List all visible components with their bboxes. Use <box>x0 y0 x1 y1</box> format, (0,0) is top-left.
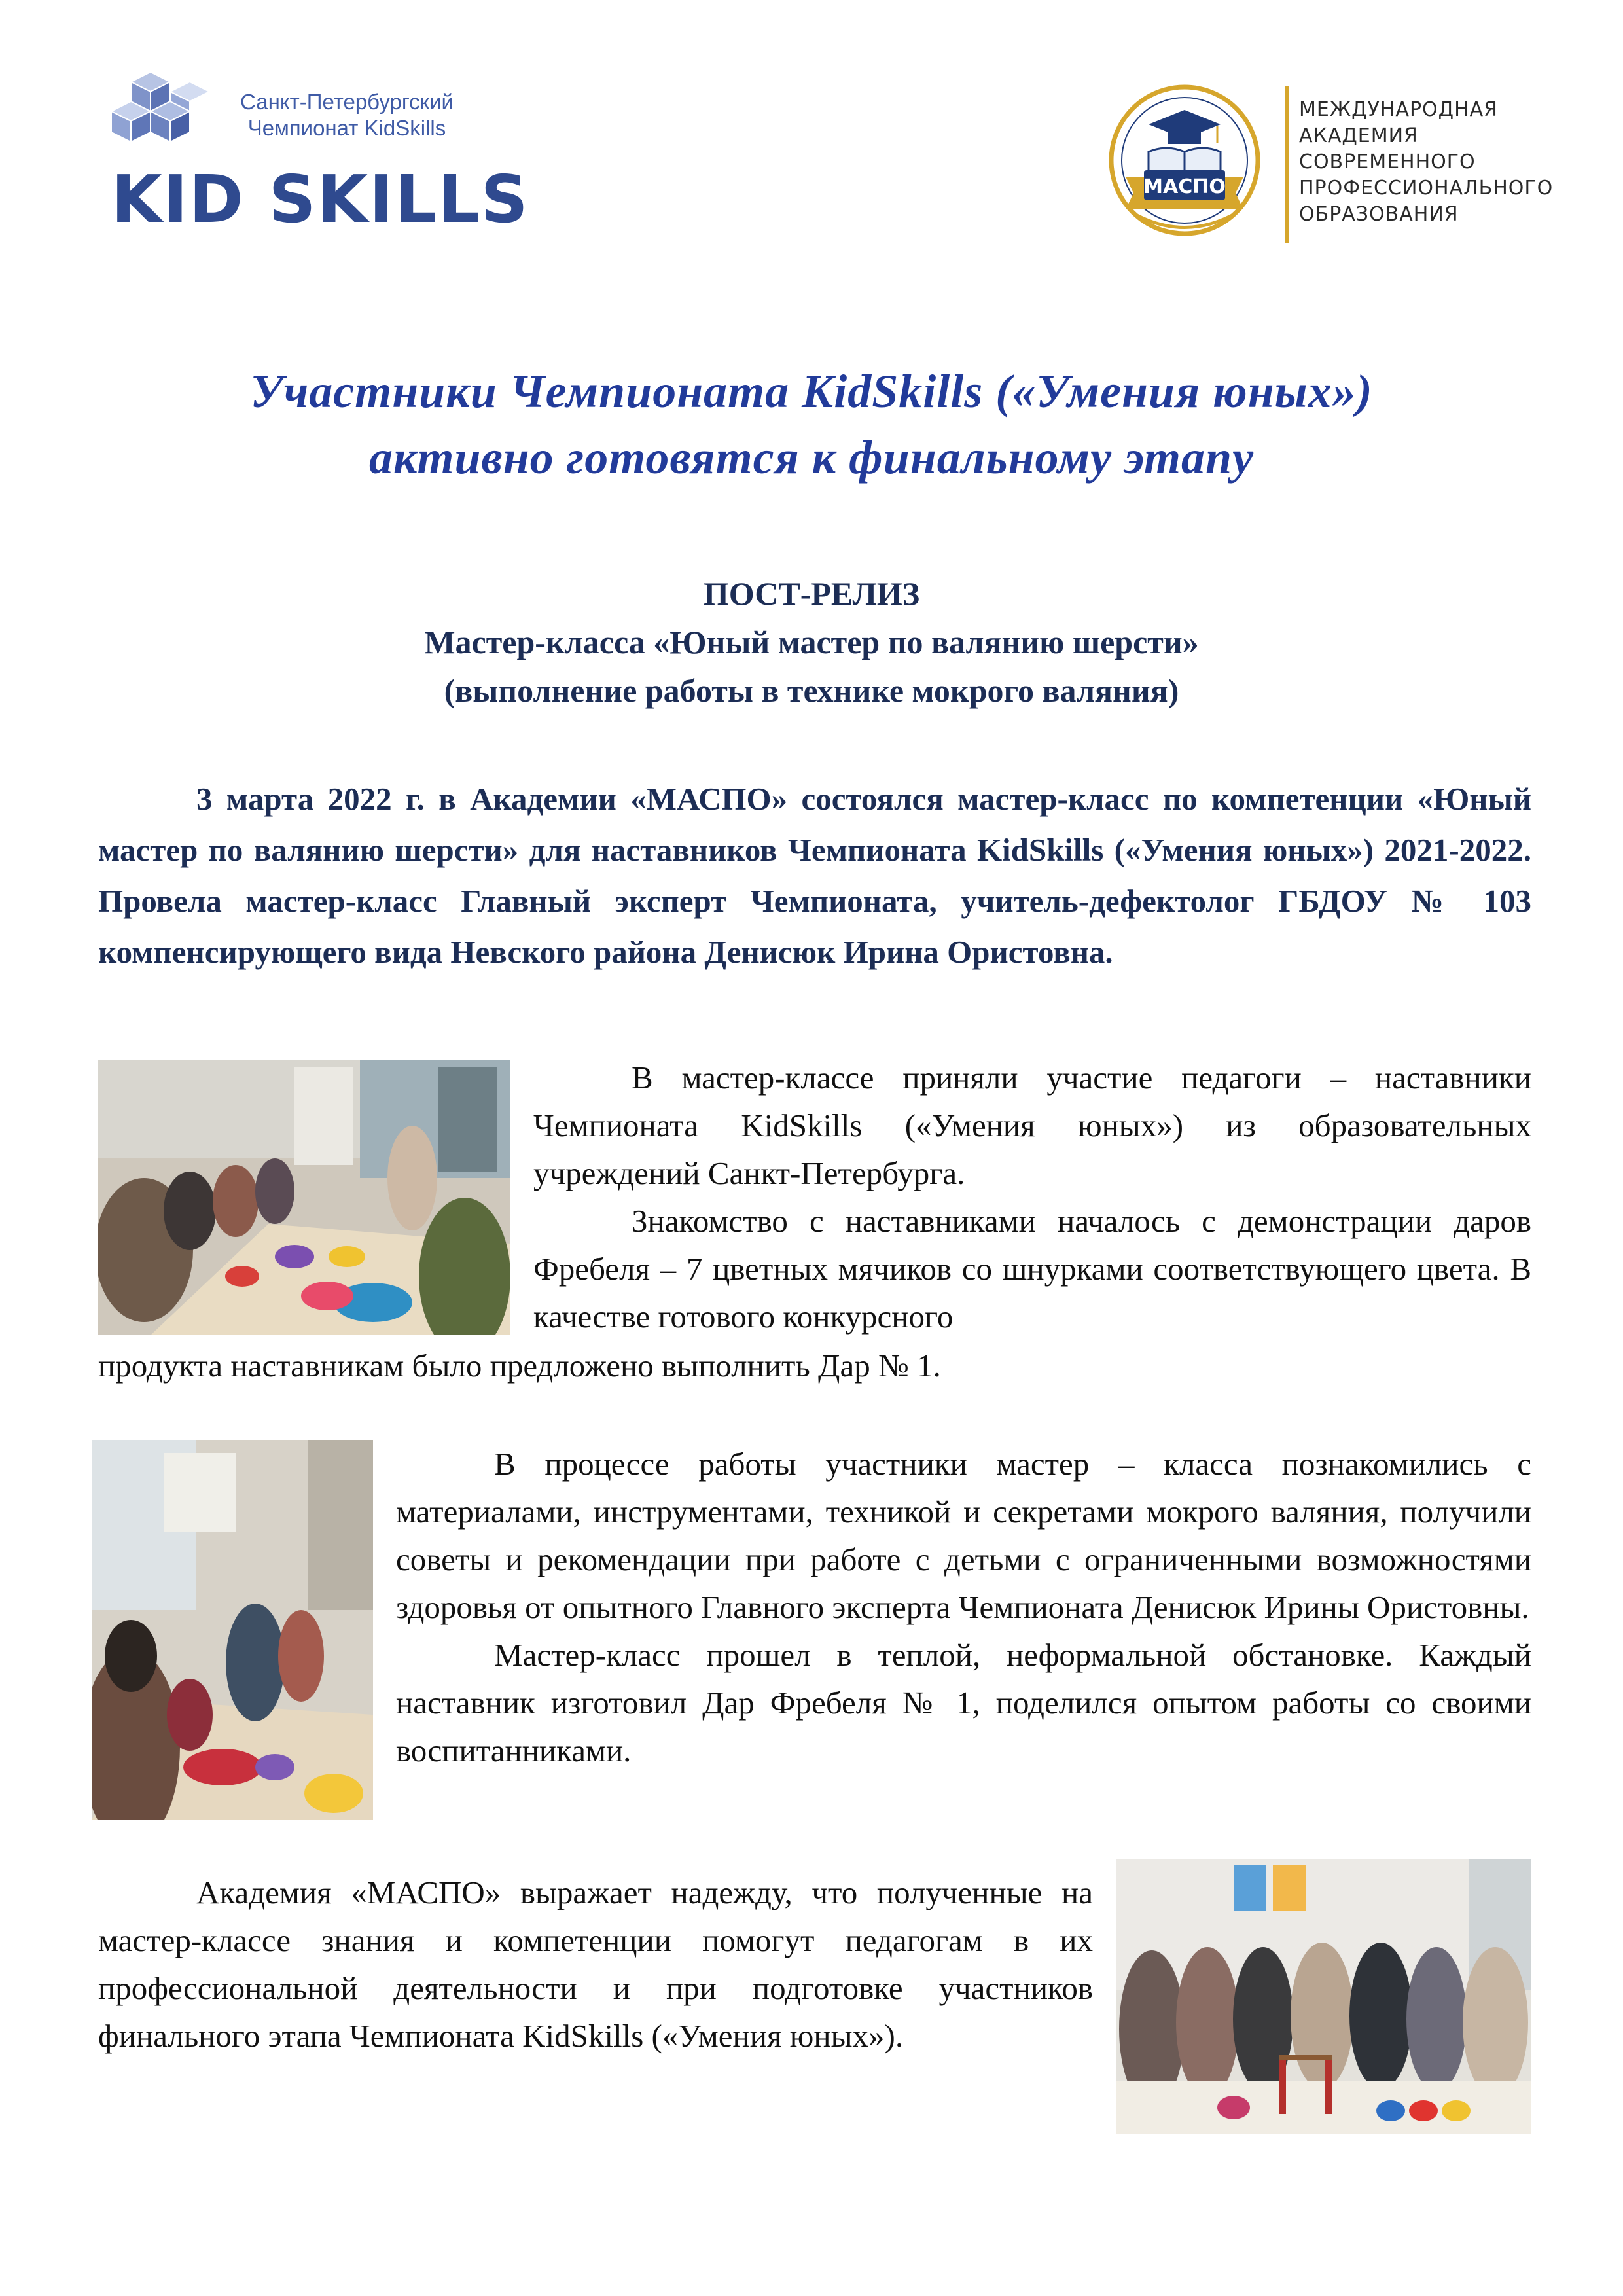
section3-text <box>98 1869 1093 2060</box>
maspo-logo <box>1086 79 1554 249</box>
release-subtitle: Мастер-класса «Юный мастер по валянию шерсти» <box>424 624 1199 660</box>
section2-paragraph: В процессе работы участники мастер – класса познакомились с материалами, инструментами, техникой и секретами мокрого валяния, получили советы и рекомендации при работе с детьми с ограниченными возможностями здоровья от опытного Главного эксперта Чемпионата Денисюк Ирины Ористовны. <box>396 1446 1531 1625</box>
section2-paragraph: Мастер-класс прошел в теплой, неформальной обстановке. Каждый наставник изготовил Дар Фребеля № 1, поделился опытом работы со своими воспитанниками. <box>396 1637 1531 1768</box>
maspo-name-line: СОВРЕМЕННОГО <box>1299 151 1476 173</box>
release-heading <box>92 569 1531 715</box>
kidskills-subtitle <box>236 89 458 141</box>
maspo-divider <box>1285 86 1289 243</box>
section1-tail: продукта наставникам было предложено выполнить Дар № 1. <box>98 1348 941 1384</box>
section1-paragraph: В мастер-классе приняли участие педагоги – наставники Чемпионата KidSkills («Умения юных») из образовательных учреждений Санкт-Петербурга. <box>533 1060 1531 1191</box>
release-subtitle: (выполнение работы в технике мокрого валяния) <box>444 672 1179 709</box>
maspo-name-line: ОБРАЗОВАНИЯ <box>1299 203 1459 226</box>
maspo-seal-icon <box>1086 79 1283 249</box>
page-title <box>79 359 1544 491</box>
maspo-name-line: АКАДЕМИЯ <box>1299 124 1418 147</box>
masterclass-photo-table <box>98 1060 510 1335</box>
group-photo <box>1116 1859 1531 2134</box>
section1-paragraph: Знакомство с наставниками началось с демонстрации даров Фребеля – 7 цветных мячиков со шнурками соответствующего цвета. В качестве готового конкурсного <box>533 1203 1531 1335</box>
intro-paragraph: 3 марта 2022 г. в Академии «МАСПО» состоялся мастер-класс по компетенции «Юный мастер по валянию шерсти» для наставников Чемпионата KidSkills («Умения юных») 2021-2022. Провела мастер-класс Главный эксперт Чемпионата, учитель-дефектолог ГБДОУ № 103 компенсирующего вида Невского района Денисюк Ирина Ористовна. <box>98 781 1531 970</box>
section1-text <box>533 1054 1531 1340</box>
title-line: активно готовятся к финальному этапу <box>368 431 1255 484</box>
kidskills-subtitle-line: Санкт-Петербургский <box>240 90 454 114</box>
cubes-icon <box>105 65 236 164</box>
section3-paragraph: Академия «МАСПО» выражает надежду, что полученные на мастер-классе знания и компетенции помогут педагогам в их профессиональной деятельности и при подготовке участников финального этапа Чемпионата KidSkills («Умения юных»). <box>98 1874 1093 2054</box>
masterclass-photo-felting <box>92 1440 373 1820</box>
section2-text <box>396 1440 1531 1774</box>
title-line: Участники Чемпионата KidSkills («Умения юных») <box>250 365 1373 418</box>
kidskills-logo <box>105 65 529 238</box>
maspo-seal-text: МАСПО <box>1143 175 1226 198</box>
kidskills-subtitle-line: Чемпионат KidSkills <box>247 116 446 140</box>
maspo-name-line: ПРОФЕССИОНАЛЬНОГО <box>1299 177 1554 200</box>
release-label: ПОСТ-РЕЛИЗ <box>703 575 920 612</box>
maspo-name <box>1299 97 1553 228</box>
kidskills-wordmark: KID SKILLS <box>111 161 529 238</box>
maspo-name-line: МЕЖДУНАРОДНАЯ <box>1299 98 1499 121</box>
